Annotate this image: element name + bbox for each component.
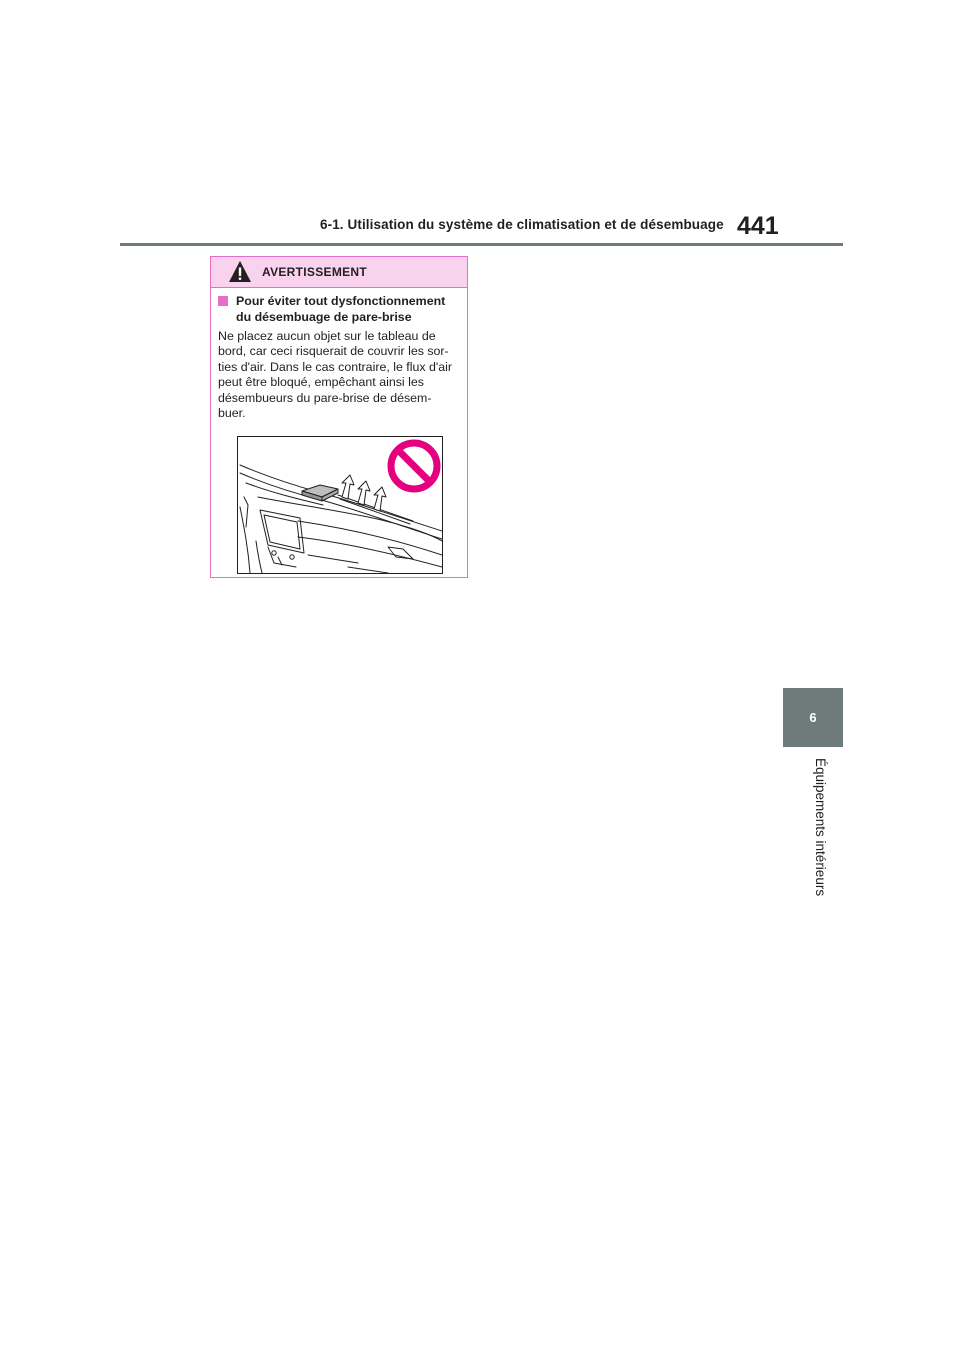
- chapter-number: 6: [809, 710, 817, 725]
- page-number: 441: [737, 212, 779, 240]
- warning-title: AVERTISSEMENT: [262, 265, 368, 279]
- warning-box: [210, 256, 468, 578]
- chapter-label: Équipements intérieurs: [813, 758, 828, 897]
- warning-heading: [218, 294, 463, 325]
- heading-line: du désembuage de pare-brise: [236, 309, 412, 324]
- square-bullet-icon: [218, 296, 228, 306]
- warning-header: [211, 257, 467, 288]
- body-line: peut être bloqué, empêchant ainsi les: [218, 375, 424, 390]
- dashboard-drawing: [238, 437, 442, 573]
- heading-line: Pour éviter tout dysfonctionnement: [236, 294, 446, 308]
- warning-triangle-icon: [228, 260, 252, 283]
- body-line: désembueurs du pare-brise de désem-: [218, 390, 432, 405]
- prohibited-icon: [391, 443, 437, 489]
- chapter-tab: [783, 688, 843, 747]
- header-divider: [120, 243, 843, 246]
- body-line: buer.: [218, 406, 246, 421]
- body-line: Ne placez aucun objet sur le tableau de: [218, 329, 436, 343]
- dashboard-illustration: [237, 436, 443, 574]
- body-line: bord, car ceci risquerait de couvrir les sor-: [218, 344, 449, 359]
- section-title: 6-1. Utilisation du système de climatisation et de désembuage: [320, 217, 724, 232]
- warning-body: [218, 329, 464, 421]
- body-line: ties d'air. Dans le cas contraire, le flux d'air: [218, 359, 453, 374]
